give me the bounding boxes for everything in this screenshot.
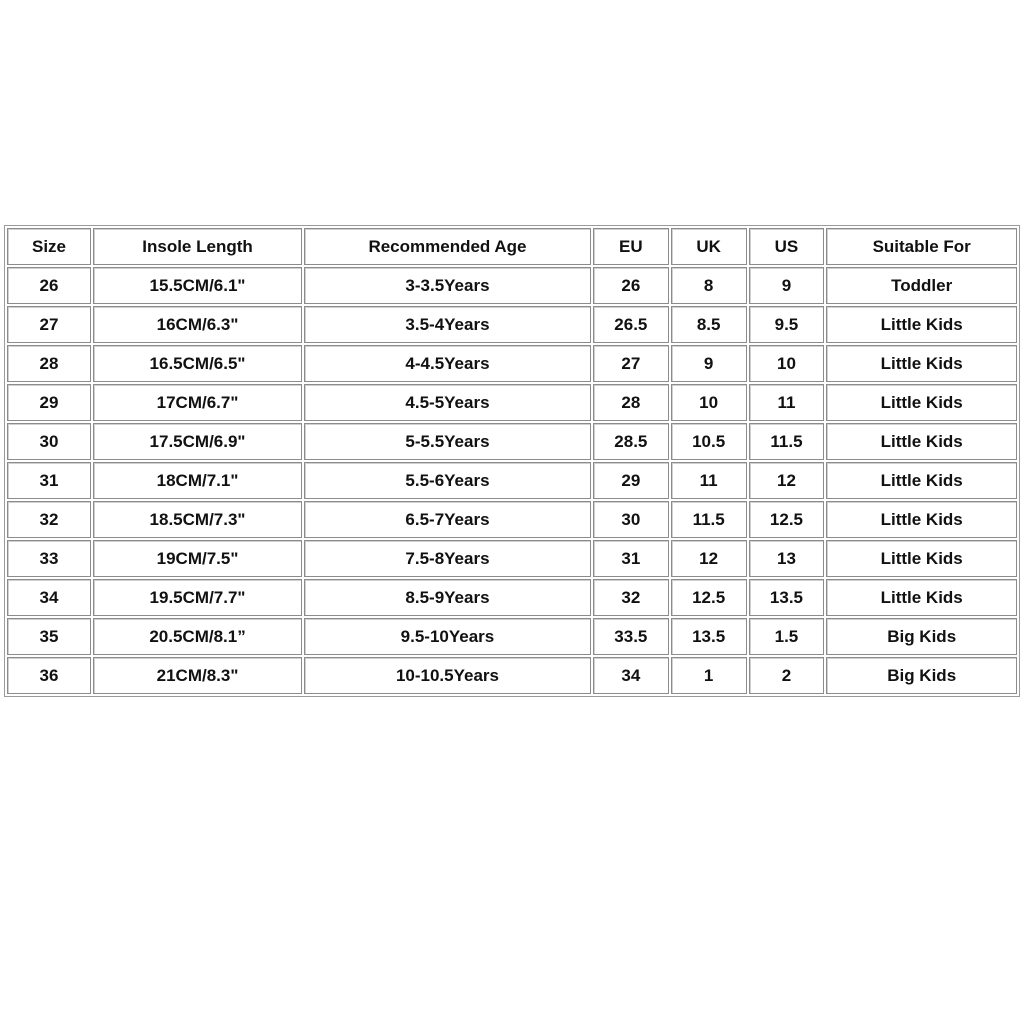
cell-size: 36 xyxy=(7,657,91,694)
cell-insole-length: 17CM/6.7" xyxy=(93,384,302,421)
table-row xyxy=(7,462,1017,499)
cell-insole-length: 16.5CM/6.5" xyxy=(93,345,302,382)
table-row xyxy=(7,267,1017,304)
cell-us: 9 xyxy=(749,267,825,304)
cell-eu: 27 xyxy=(593,345,669,382)
cell-recommended-age: 5.5-6Years xyxy=(304,462,591,499)
cell-suitable-for: Big Kids xyxy=(826,657,1017,694)
cell-eu: 33.5 xyxy=(593,618,669,655)
cell-insole-length: 20.5CM/8.1” xyxy=(93,618,302,655)
cell-uk: 8 xyxy=(671,267,747,304)
cell-us: 12.5 xyxy=(749,501,825,538)
cell-suitable-for: Little Kids xyxy=(826,384,1017,421)
cell-uk: 11.5 xyxy=(671,501,747,538)
cell-uk: 12.5 xyxy=(671,579,747,616)
cell-suitable-for: Little Kids xyxy=(826,423,1017,460)
table-row xyxy=(7,618,1017,655)
cell-recommended-age: 6.5-7Years xyxy=(304,501,591,538)
cell-recommended-age: 10-10.5Years xyxy=(304,657,591,694)
cell-eu: 30 xyxy=(593,501,669,538)
header-uk: UK xyxy=(671,228,747,265)
cell-size: 33 xyxy=(7,540,91,577)
cell-size: 34 xyxy=(7,579,91,616)
cell-us: 13 xyxy=(749,540,825,577)
cell-insole-length: 21CM/8.3" xyxy=(93,657,302,694)
table-row xyxy=(7,384,1017,421)
cell-insole-length: 18.5CM/7.3" xyxy=(93,501,302,538)
cell-eu: 32 xyxy=(593,579,669,616)
cell-us: 10 xyxy=(749,345,825,382)
header-recommended-age: Recommended Age xyxy=(304,228,591,265)
cell-us: 1.5 xyxy=(749,618,825,655)
cell-size: 26 xyxy=(7,267,91,304)
cell-eu: 26 xyxy=(593,267,669,304)
header-size: Size xyxy=(7,228,91,265)
cell-suitable-for: Little Kids xyxy=(826,579,1017,616)
cell-recommended-age: 4.5-5Years xyxy=(304,384,591,421)
cell-size: 30 xyxy=(7,423,91,460)
header-suitable-for: Suitable For xyxy=(826,228,1017,265)
cell-size: 28 xyxy=(7,345,91,382)
table-row xyxy=(7,579,1017,616)
cell-recommended-age: 5-5.5Years xyxy=(304,423,591,460)
cell-uk: 1 xyxy=(671,657,747,694)
cell-suitable-for: Little Kids xyxy=(826,306,1017,343)
cell-us: 12 xyxy=(749,462,825,499)
table-row xyxy=(7,345,1017,382)
cell-uk: 12 xyxy=(671,540,747,577)
cell-suitable-for: Little Kids xyxy=(826,345,1017,382)
table-header-row xyxy=(7,228,1017,265)
cell-eu: 29 xyxy=(593,462,669,499)
cell-insole-length: 15.5CM/6.1" xyxy=(93,267,302,304)
cell-eu: 28 xyxy=(593,384,669,421)
cell-size: 32 xyxy=(7,501,91,538)
cell-us: 11.5 xyxy=(749,423,825,460)
cell-uk: 10 xyxy=(671,384,747,421)
cell-recommended-age: 3.5-4Years xyxy=(304,306,591,343)
cell-eu: 31 xyxy=(593,540,669,577)
size-chart-table xyxy=(4,225,1020,697)
header-eu: EU xyxy=(593,228,669,265)
cell-size: 29 xyxy=(7,384,91,421)
cell-insole-length: 18CM/7.1" xyxy=(93,462,302,499)
cell-suitable-for: Little Kids xyxy=(826,462,1017,499)
cell-us: 9.5 xyxy=(749,306,825,343)
cell-suitable-for: Big Kids xyxy=(826,618,1017,655)
cell-size: 35 xyxy=(7,618,91,655)
cell-us: 2 xyxy=(749,657,825,694)
cell-recommended-age: 9.5-10Years xyxy=(304,618,591,655)
table-row xyxy=(7,423,1017,460)
cell-insole-length: 19.5CM/7.7" xyxy=(93,579,302,616)
cell-recommended-age: 4-4.5Years xyxy=(304,345,591,382)
cell-eu: 26.5 xyxy=(593,306,669,343)
cell-recommended-age: 7.5-8Years xyxy=(304,540,591,577)
table-row xyxy=(7,501,1017,538)
header-insole-length: Insole Length xyxy=(93,228,302,265)
table-row xyxy=(7,306,1017,343)
size-chart-body xyxy=(7,228,1017,694)
cell-recommended-age: 3-3.5Years xyxy=(304,267,591,304)
cell-size: 31 xyxy=(7,462,91,499)
cell-suitable-for: Little Kids xyxy=(826,501,1017,538)
cell-suitable-for: Little Kids xyxy=(826,540,1017,577)
cell-eu: 34 xyxy=(593,657,669,694)
cell-us: 11 xyxy=(749,384,825,421)
cell-uk: 10.5 xyxy=(671,423,747,460)
cell-insole-length: 17.5CM/6.9" xyxy=(93,423,302,460)
table-row xyxy=(7,540,1017,577)
cell-insole-length: 19CM/7.5" xyxy=(93,540,302,577)
cell-uk: 11 xyxy=(671,462,747,499)
table-row xyxy=(7,657,1017,694)
cell-suitable-for: Toddler xyxy=(826,267,1017,304)
cell-eu: 28.5 xyxy=(593,423,669,460)
cell-size: 27 xyxy=(7,306,91,343)
header-us: US xyxy=(749,228,825,265)
cell-insole-length: 16CM/6.3" xyxy=(93,306,302,343)
cell-uk: 13.5 xyxy=(671,618,747,655)
cell-uk: 9 xyxy=(671,345,747,382)
cell-uk: 8.5 xyxy=(671,306,747,343)
cell-us: 13.5 xyxy=(749,579,825,616)
cell-recommended-age: 8.5-9Years xyxy=(304,579,591,616)
